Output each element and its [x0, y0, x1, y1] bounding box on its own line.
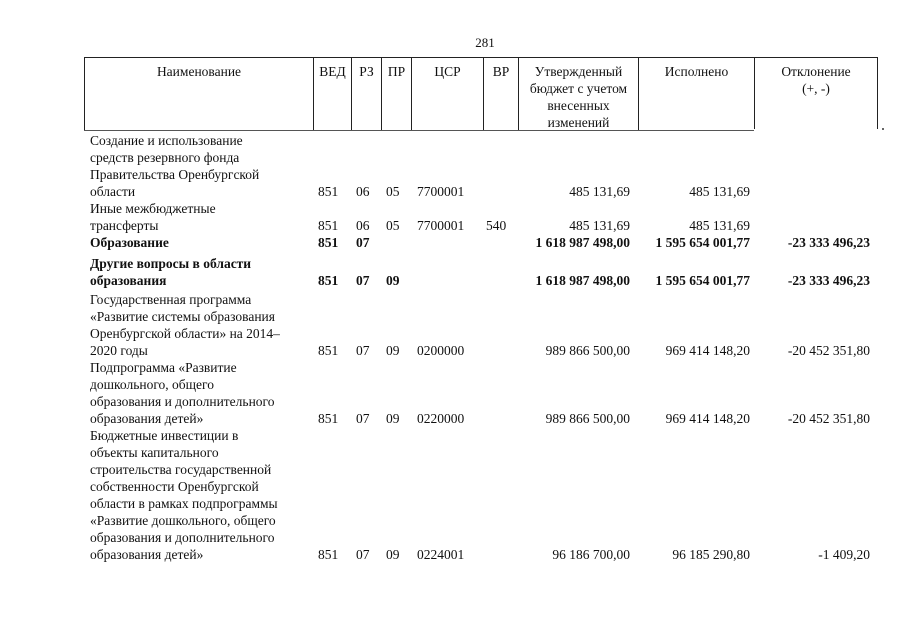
row-rz: 07 [356, 273, 370, 288]
row-rz: 07 [356, 411, 370, 426]
row-name-line: Образование [90, 235, 169, 250]
row-name-line: 2020 годы [90, 343, 148, 358]
header-deviation [755, 58, 877, 131]
header-budget-line: бюджет с учетом [529, 81, 628, 96]
row-vr: 540 [486, 218, 507, 233]
header-budget-line: Утвержденный [534, 64, 623, 79]
row-csr: 7700001 [417, 184, 465, 199]
row-rz: 06 [356, 184, 370, 199]
row-name-line: объекты капитального [90, 445, 219, 460]
row-deviation: -1 409,20 [818, 547, 870, 562]
header-ved: ВЕД [314, 58, 352, 131]
row-rz: 07 [356, 547, 370, 562]
row-name-line: «Развитие системы образования [90, 309, 275, 324]
row-pr: 09 [386, 547, 400, 562]
header-deviation-line: Отклонение [781, 64, 851, 79]
header-executed: Исполнено [639, 58, 755, 131]
row-name-line: области [90, 184, 136, 199]
table-row [0, 234, 905, 251]
row-name-line: «Развитие дошкольного, общего [90, 513, 276, 528]
table-row [0, 291, 905, 359]
row-name [90, 255, 315, 289]
row-pr: 09 [386, 273, 400, 288]
row-name [90, 359, 315, 427]
row-deviation: -20 452 351,80 [787, 411, 870, 426]
header-budget [519, 58, 639, 131]
page-number: 281 [475, 35, 495, 50]
row-pr: 09 [386, 411, 400, 426]
row-executed: 485 131,69 [689, 184, 750, 199]
header-name: Наименование [85, 58, 314, 131]
header-budget-line: изменений [547, 115, 610, 130]
row-ved: 851 [318, 547, 339, 562]
row-name-line: Создание и использование [90, 133, 243, 148]
row-budget: 1 618 987 498,00 [535, 273, 630, 288]
row-name-line: образования детей» [90, 547, 204, 562]
row-budget: 989 866 500,00 [545, 411, 630, 426]
row-name-line: собственности Оренбургской [90, 479, 259, 494]
row-rz: 06 [356, 218, 370, 233]
row-name-line: дошкольного, общего [90, 377, 214, 392]
row-name-line: Оренбургской области» на 2014– [90, 326, 280, 341]
table-row [0, 255, 905, 289]
row-name [90, 200, 315, 234]
row-executed: 969 414 148,20 [665, 411, 750, 426]
row-name-line: образования и дополнительного [90, 394, 275, 409]
row-name [90, 132, 315, 200]
header-budget-line: внесенных [547, 98, 610, 113]
row-deviation: -23 333 496,23 [787, 235, 870, 250]
row-name-line: Другие вопросы в области [90, 256, 252, 271]
table-header [84, 57, 878, 131]
header-pr: ПР [382, 58, 412, 131]
row-name-line: средств резервного фонда [90, 150, 240, 165]
row-deviation: -23 333 496,23 [787, 273, 870, 288]
row-ved: 851 [318, 343, 339, 358]
header-rz: РЗ [352, 58, 382, 131]
row-deviation: -20 452 351,80 [787, 343, 870, 358]
row-executed: 96 185 290,80 [672, 547, 750, 562]
table-row [0, 359, 905, 427]
row-name-line: образования [90, 273, 167, 288]
row-csr: 0224001 [417, 547, 465, 562]
row-name-line: образования и дополнительного [90, 530, 275, 545]
header-vr: ВР [484, 58, 519, 131]
row-rz: 07 [356, 235, 370, 250]
row-name-line: области в рамках подпрограммы [90, 496, 278, 511]
row-budget: 1 618 987 498,00 [535, 235, 630, 250]
row-name-line: трансферты [90, 218, 159, 233]
table-body [0, 132, 905, 563]
header-deviation-line: (+, -) [802, 81, 830, 96]
row-executed: 969 414 148,20 [665, 343, 750, 358]
row-pr: 05 [386, 218, 400, 233]
row-ved: 851 [318, 273, 339, 288]
row-name-line: образования детей» [90, 411, 204, 426]
row-name-line: Иные межбюджетные [90, 201, 216, 216]
row-name-line: Подпрограмма «Развитие [90, 360, 237, 375]
row-ved: 851 [318, 411, 339, 426]
row-budget: 989 866 500,00 [545, 343, 630, 358]
row-executed: 485 131,69 [689, 218, 750, 233]
row-ved: 851 [318, 235, 339, 250]
row-name [90, 234, 315, 251]
row-ved: 851 [318, 184, 339, 199]
row-name-line: строительства государственной [90, 462, 272, 477]
row-pr: 09 [386, 343, 400, 358]
row-executed: 1 595 654 001,77 [655, 273, 750, 288]
row-name-line: Правительства Оренбургской [90, 167, 260, 182]
table-row [0, 427, 905, 563]
row-budget: 96 186 700,00 [552, 547, 630, 562]
header-csr: ЦСР [412, 58, 484, 131]
row-pr: 05 [386, 184, 400, 199]
row-csr: 0220000 [417, 411, 465, 426]
row-name-line: Государственная программа [90, 292, 252, 307]
row-ved: 851 [318, 218, 339, 233]
table-row [0, 200, 905, 234]
table-row [0, 132, 905, 200]
row-csr: 0200000 [417, 343, 465, 358]
row-name [90, 291, 315, 359]
row-rz: 07 [356, 343, 370, 358]
row-executed: 1 595 654 001,77 [655, 235, 750, 250]
row-name [90, 427, 315, 563]
row-csr: 7700001 [417, 218, 465, 233]
scan-mark [882, 128, 884, 130]
row-budget: 485 131,69 [569, 218, 630, 233]
row-budget: 485 131,69 [569, 184, 630, 199]
row-name-line: Бюджетные инвестиции в [90, 428, 239, 443]
